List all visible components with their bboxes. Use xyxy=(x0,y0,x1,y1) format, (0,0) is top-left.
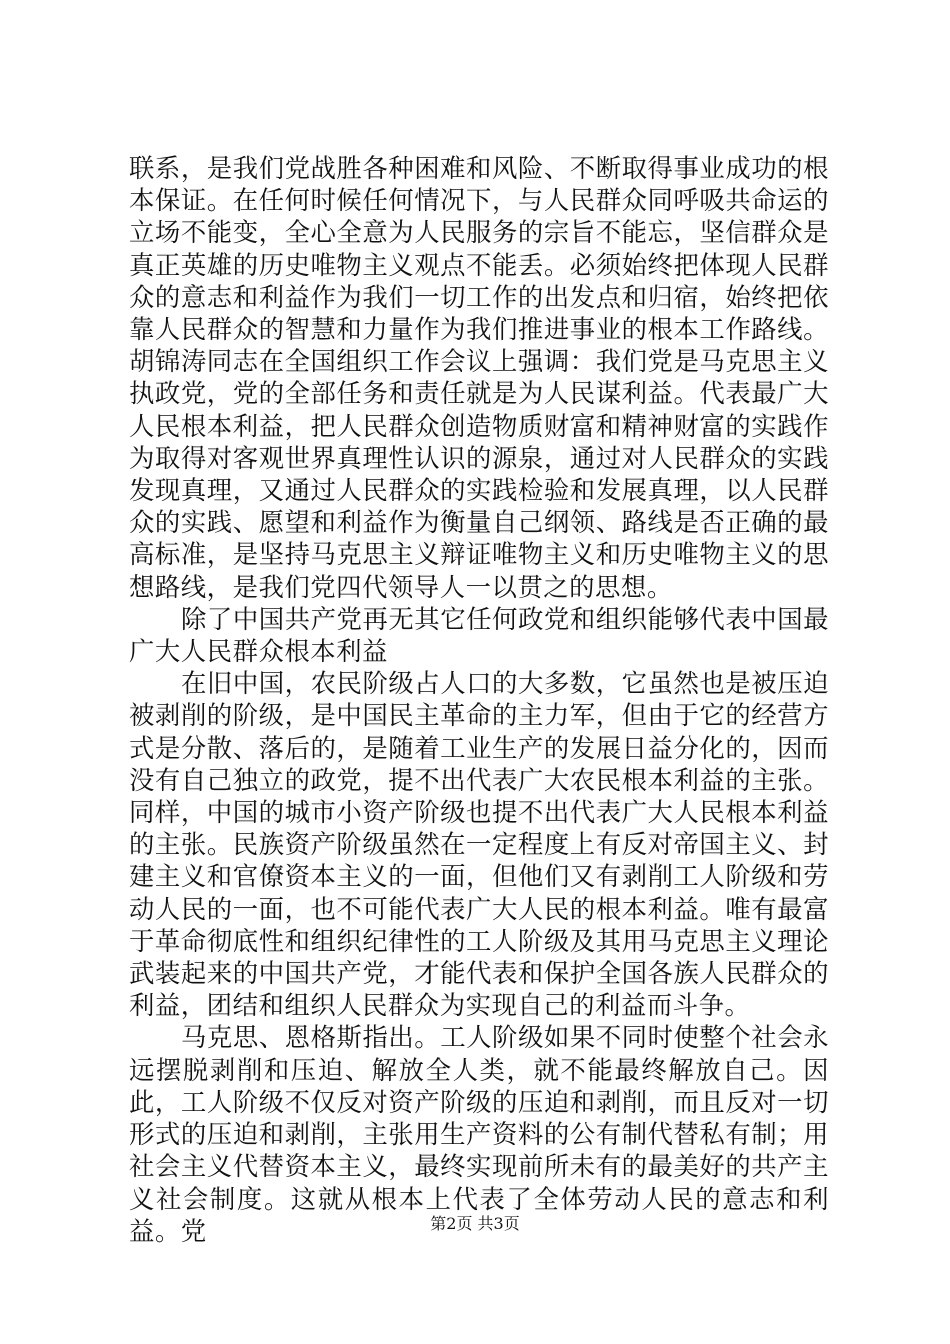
paragraph-marx-engels: 马克思、恩格斯指出。工人阶级如果不同时使整个社会永远摆脱剥削和压迫、解放全人类，就不能最终解放自己。因此，工人阶级不仅反对资产阶级的压迫和剥削，而且反对一切形式的压迫和剥削，主张用生产资料的公有制代替私有制；用社会主义代替资本主义，最终实现前所未有的最美好的共产主义社会制度。这就从根本上代表了全体劳动人民的意志和利益。党 xyxy=(129,1022,829,1246)
document-body xyxy=(129,152,829,1247)
paragraph-continuation: 联系，是我们党战胜各种困难和风险、不断取得事业成功的根本保证。在任何时候任何情况下，与人民群众同呼吸共命运的立场不能变，全心全意为人民服务的宗旨不能忘，坚信群众是真正英雄的历史唯物主义观点不能丢。必须始终把体现人民群众的意志和利益作为我们一切工作的出发点和归宿，始终把依靠人民群众的智慧和力量作为我们推进事业的根本工作路线。胡锦涛同志在全国组织工作会议上强调：我们党是马克思主义执政党，党的全部任务和责任就是为人民谋利益。代表最广大人民根本利益，把人民群众创造物质财富和精神财富的实践作为取得对客观世界真理性认识的源泉，通过对人民群众的实践发现真理，又通过人民群众的实践检验和发展真理，以人民群众的实践、愿望和利益作为衡量自己纲领、路线是否正确的最高标准，是坚持马克思主义辩证唯物主义和历史唯物主义的思想路线，是我们党四代领导人一以贯之的思想。 xyxy=(129,153,829,602)
paragraph-heading: 除了中国共产党再无其它任何政党和组织能够代表中国最广大人民群众根本利益 xyxy=(129,603,829,667)
page-number-footer: 第2页 共3页 xyxy=(430,1214,520,1233)
paragraph-old-china: 在旧中国，农民阶级占人口的大多数，它虽然也是被压迫被剥削的阶级，是中国民主革命的主力军，但由于它的经营方式是分散、落后的，是随着工业生产的发展日益分化的，因而没有自己独立的政党，提不出代表广大农民根本利益的主张。同样，中国的城市小资产阶级也提不出代表广大人民根本利益的主张。民族资产阶级虽然在一定程度上有反对帝国主义、封建主义和官僚资本主义的一面，但他们又有剥削工人阶级和劳动人民的一面，也不可能代表广大人民的根本利益。唯有最富于革命彻底性和组织纪律性的工人阶级及其用马克思主义理论武装起来的中国共产党，才能代表和保护全国各族人民群众的利益，团结和组织人民群众为实现自己的利益而斗争。 xyxy=(129,668,829,1021)
